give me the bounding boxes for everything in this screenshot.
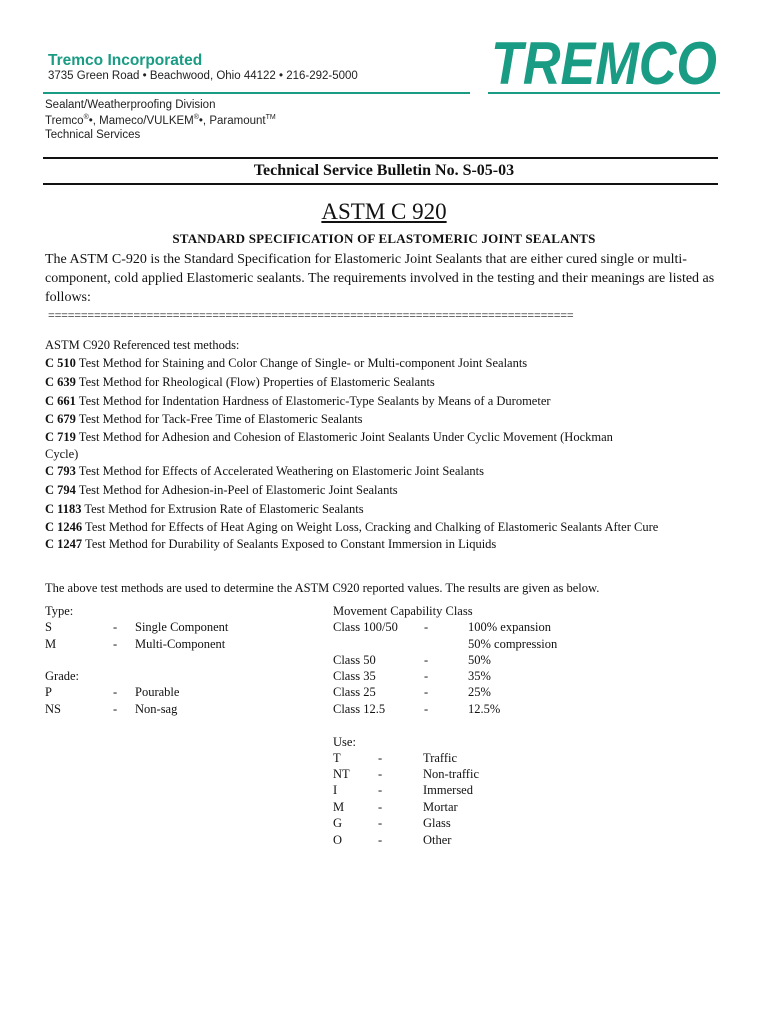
movement-value: 50%: [468, 653, 491, 667]
method-text: Test Method for Extrusion Rate of Elastomeric Sealants: [81, 501, 364, 516]
separator-line: ================================================================================: [48, 308, 574, 322]
method-code: C 510: [45, 356, 76, 370]
method-code: C 719: [45, 430, 76, 445]
type-desc: Single Component: [135, 620, 229, 634]
type-desc: Multi-Component: [135, 637, 226, 651]
movement-value: 100% expansion: [468, 620, 551, 634]
type-code: S: [45, 620, 52, 634]
method-code: C 1247: [45, 537, 83, 552]
use-dash: -: [378, 816, 383, 830]
movement-value: 50% compression: [468, 637, 558, 651]
brand-paramount: •, Paramount: [198, 114, 266, 127]
header-rule-left: [43, 92, 470, 94]
brand-mameco: •, Mameco/VULKEM: [88, 114, 194, 127]
movement-dash: -: [424, 653, 429, 667]
method-text: Test Method for Indentation Hardness of Elastomeric-Type Sealants by Means of a Durometer: [75, 393, 551, 408]
movement-value: 35%: [468, 669, 491, 683]
company-name: Tremco Incorporated: [48, 52, 203, 69]
test-method-item: [45, 373, 725, 392]
use-desc: Other: [423, 833, 452, 847]
registered-mark: ®: [193, 114, 199, 121]
bulletin-number: Technical Service Bulletin No. S-05-03: [253, 162, 515, 179]
method-code: C 1183: [45, 501, 82, 516]
method-text: Test Method for Effects of Accelerated Weathering on Elastomeric Joint Sealants: [75, 464, 484, 479]
use-code: O: [333, 833, 343, 847]
method-text: Test Method for Rheological (Flow) Properties of Elastomeric Sealants: [75, 374, 435, 389]
method-text: Test Method for Adhesion-in-Peel of Elastomeric Joint Sealants: [75, 482, 398, 497]
movement-value: 25%: [468, 685, 491, 699]
use-code: NT: [333, 767, 350, 781]
logo-wordmark: TREMCO: [491, 30, 717, 97]
movement-dash: -: [424, 702, 429, 716]
brand-tremco: Tremco: [45, 114, 84, 127]
document-title: ASTM C 920: [321, 199, 447, 224]
grade-desc: Non-sag: [135, 702, 178, 716]
test-method-item: [45, 462, 725, 481]
use-code: G: [333, 816, 343, 830]
movement-class: Class 35: [333, 669, 376, 683]
method-text: Test Method for Staining and Color Change of Single- or Multi-component Joint Sealants: [75, 356, 528, 370]
company-address: 3735 Green Road • Beachwood, Ohio 44122 • 216-292-5000: [48, 70, 358, 82]
movement-label: Movement Capability Class: [333, 604, 473, 618]
division-line-3: Technical Services: [45, 129, 141, 141]
use-code: T: [333, 751, 341, 765]
movement-class: Class 12.5: [333, 702, 386, 716]
type-code: M: [45, 637, 57, 651]
movement-dash: -: [424, 685, 429, 699]
grade-desc: Pourable: [135, 685, 180, 699]
grade-dash: -: [113, 702, 118, 716]
use-dash: -: [378, 767, 383, 781]
bulletin-rule-top: [43, 157, 718, 159]
use-dash: -: [378, 800, 383, 814]
use-desc: Glass: [423, 816, 451, 830]
test-method-item: [45, 519, 675, 536]
movement-dash: -: [424, 669, 429, 683]
movement-class: Class 50: [333, 653, 376, 667]
grade-code: NS: [45, 702, 61, 716]
use-label: Use:: [333, 735, 356, 749]
referenced-heading: ASTM C920 Referenced test methods:: [45, 338, 240, 352]
test-method-item: [45, 354, 725, 373]
tremco-logo: [488, 30, 720, 97]
trademark-mark: TM: [265, 114, 276, 121]
method-code: C 639: [45, 374, 76, 389]
bulletin-rule-bottom: [43, 183, 718, 185]
grade-dash: -: [113, 685, 118, 699]
method-code: C 794: [45, 482, 76, 497]
test-method-item: [45, 535, 725, 554]
use-desc: Traffic: [423, 751, 458, 765]
use-code: I: [333, 783, 338, 797]
method-text: Test Method for Effects of Heat Aging on Weight Loss, Cracking and Chalking of Elastomeric Sealants After Cure: [82, 519, 659, 534]
division-line-2: [45, 114, 276, 127]
test-method-item: [45, 500, 725, 519]
method-code: C 793: [45, 464, 76, 479]
test-method-item: [45, 429, 635, 462]
use-dash: -: [378, 751, 383, 765]
use-desc: Mortar: [423, 800, 458, 814]
type-label: Type:: [45, 604, 74, 618]
test-method-item: [45, 410, 725, 429]
division-line-1: Sealant/Weatherproofing Division: [45, 99, 216, 111]
method-text: Test Method for Tack-Free Time of Elastomeric Sealants: [75, 412, 363, 427]
use-desc: Immersed: [423, 783, 473, 797]
test-methods-list: [45, 354, 725, 554]
registered-mark: ®: [83, 114, 89, 121]
movement-class: Class 25: [333, 685, 376, 699]
test-method-item: [45, 481, 725, 500]
use-dash: -: [378, 783, 383, 797]
results-intro: The above test methods are used to determine the ASTM C920 reported values. The results are given as below.: [45, 581, 600, 595]
movement-class: Class 100/50: [333, 620, 398, 634]
method-text: Test Method for Adhesion and Cohesion of Elastomeric Joint Sealants Under Cyclic Movement (Hockman Cycle): [45, 430, 613, 461]
movement-value: 12.5%: [468, 702, 501, 716]
document-subtitle: STANDARD SPECIFICATION OF ELASTOMERIC JOINT SEALANTS: [172, 231, 596, 246]
use-dash: -: [378, 833, 383, 847]
method-code: C 661: [45, 393, 76, 408]
intro-paragraph: The ASTM C-920 is the Standard Specification for Elastomeric Joint Sealants that are either cured single or multi-component, cold applied Elastomeric sealants. The requirements involved in the testing and their meanings are listed as follows:: [45, 252, 715, 305]
grade-label: Grade:: [45, 669, 80, 683]
test-method-item: [45, 392, 725, 411]
method-text: Test Method for Durability of Sealants Exposed to Constant Immersion in Liquids: [82, 537, 497, 552]
type-dash: -: [113, 637, 118, 651]
method-code: C 679: [45, 412, 76, 427]
use-desc: Non-traffic: [423, 767, 479, 781]
method-code: C 1246: [45, 519, 83, 534]
grade-code: P: [45, 685, 52, 699]
movement-dash: -: [424, 620, 429, 634]
type-dash: -: [113, 620, 118, 634]
use-code: M: [333, 800, 345, 814]
